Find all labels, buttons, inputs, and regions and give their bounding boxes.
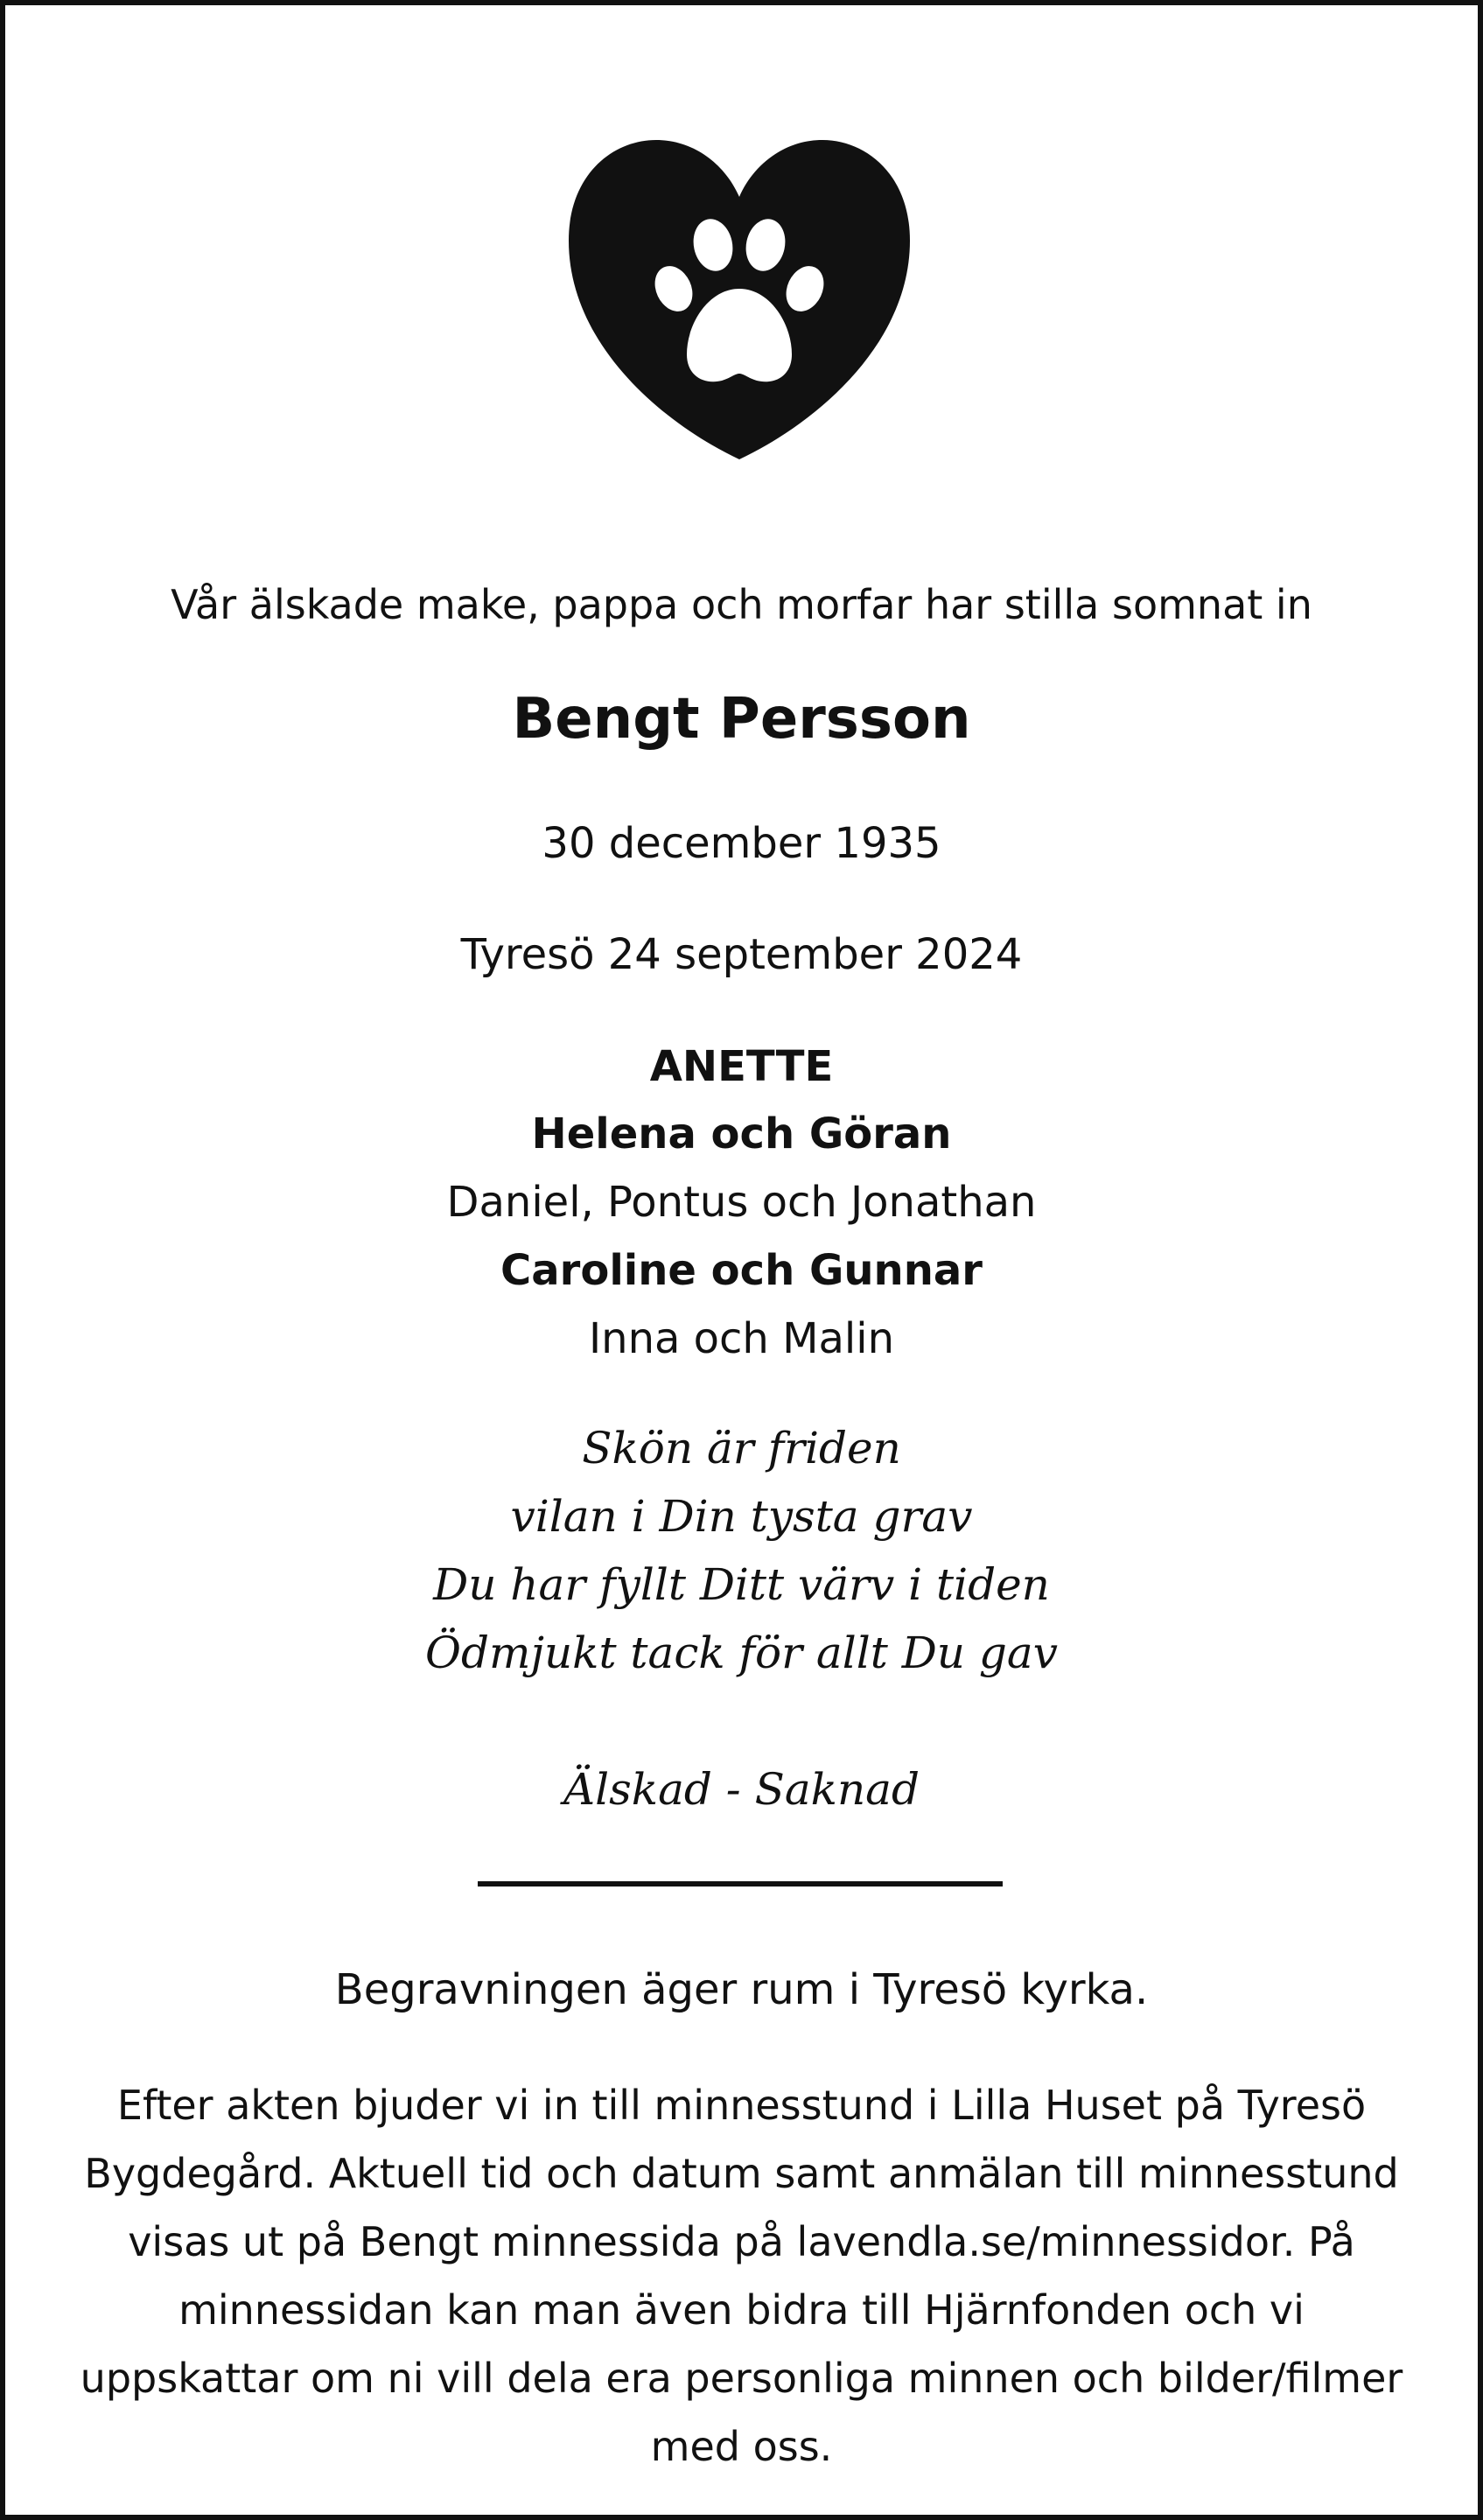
poem-line: Ödmjukt tack för allt Du gav [425,1628,1058,1678]
tagline: Älskad - Saknad [563,1764,920,1815]
memorial-paragraph [17,2071,1466,2481]
family-line: ANETTE [649,1042,834,1091]
divider [478,1881,1003,1886]
poem-line: Skön är friden [582,1423,901,1474]
memorial-line: med oss. [650,2423,833,2470]
family-line: Caroline och Gunnar [500,1246,983,1295]
intro-text: Vår älskade make, pappa och morfar har stilla somnat in [171,581,1312,628]
heart-paw-icon [564,136,914,459]
memorial-line: Efter akten bjuder vi in till minnesstund i Lilla Huset på Tyresö [116,2082,1367,2129]
family-line: Daniel, Pontus och Jonathan [446,1178,1037,1227]
memorial-line: Bygdegård. Aktuell tid och datum samt anmälan till minnesstund [84,2150,1399,2197]
memorial-line: visas ut på Bengt minnessida på lavendla.se/minnessidor. På [128,2218,1355,2265]
memorial-line: minnessidan kan man även bidra till Hjärnfonden och vi [178,2286,1305,2334]
funeral-info: Begravningen äger rum i Tyresö kyrka. [334,1965,1149,2014]
poem-line: Du har fyllt Ditt värv i tiden [433,1559,1050,1610]
poem-line: vilan i Din tysta grav [510,1491,973,1542]
birth-date: 30 december 1935 [542,819,941,868]
family-line: Inna och Malin [588,1314,895,1363]
memorial-line: uppskattar om ni vill dela era personliga minnen och bilder/filmer [80,2355,1403,2402]
family-line: Helena och Göran [531,1110,952,1158]
death-date: Tyresö 24 september 2024 [460,930,1023,979]
deceased-name: Bengt Persson [512,687,971,752]
